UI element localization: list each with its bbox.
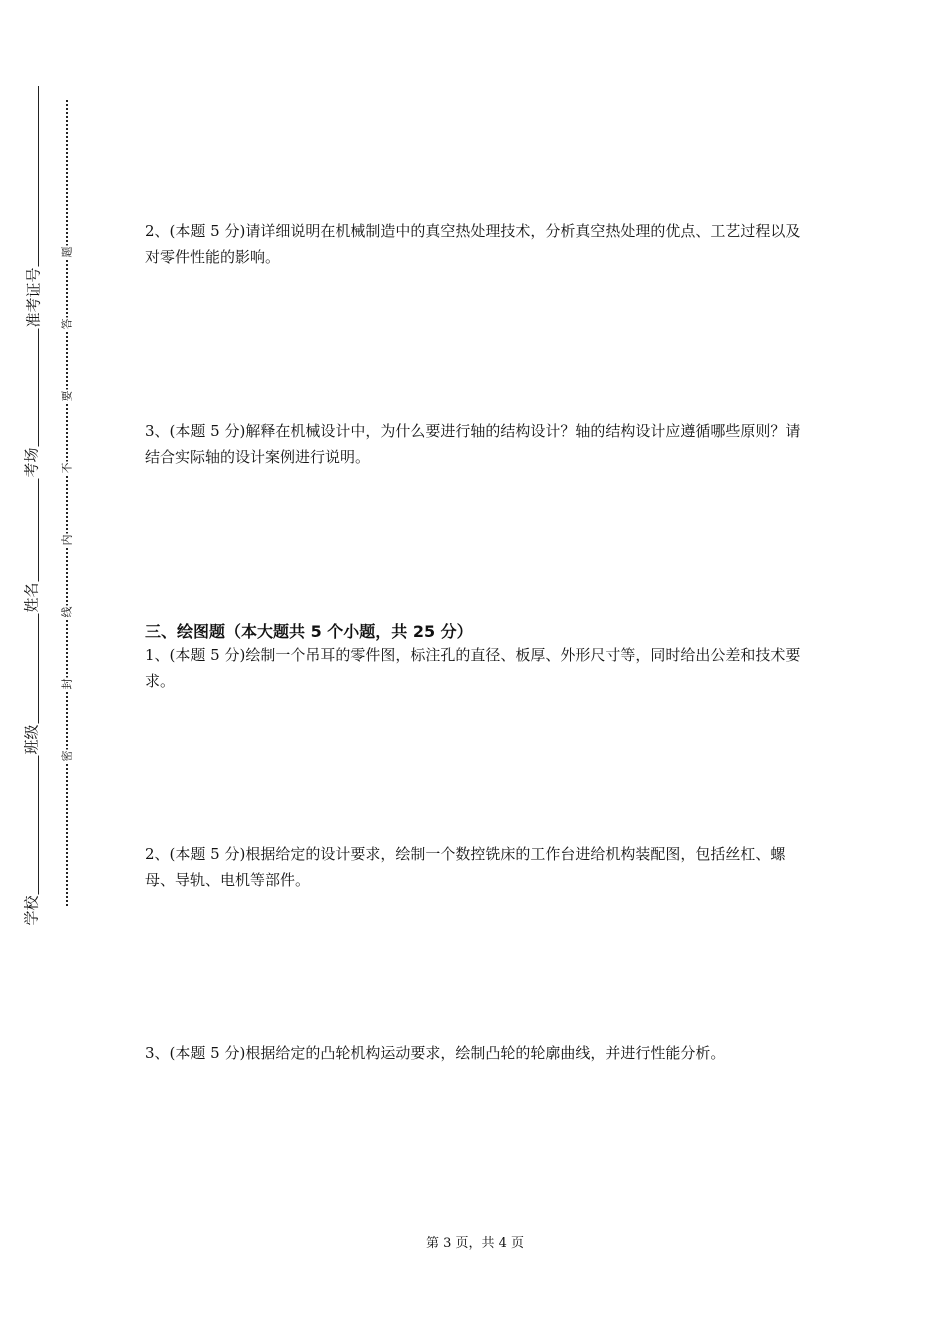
- page-number: 第 3 页，共 4 页: [425, 1236, 525, 1251]
- question-3-3: 3、(本题 5 分)根据给定的凸轮机构运动要求，绘制凸轮的轮廓曲线，并进行性能分析。: [145, 1044, 726, 1062]
- question-2-3: 3、(本题 5 分)解释在机械设计中，为什么要进行轴的结构设计？轴的结构设计应遵循哪些原则？请结合实际轴的设计案例进行说明。: [145, 422, 801, 466]
- admission-number-label: 准考证号: [21, 266, 46, 328]
- exam-room-label: 考场: [19, 446, 44, 478]
- seal-char: 内: [60, 534, 74, 546]
- seal-char: 不: [60, 462, 74, 474]
- section-3-title: 三、绘图题（本大题共 5 个小题，共 25 分）: [145, 622, 473, 641]
- seal-char: 线: [60, 606, 74, 618]
- seal-char: 要: [60, 390, 74, 402]
- question-3-1: 1、(本题 5 分)绘制一个吊耳的零件图，标注孔的直径、板厚、外形尺寸等，同时给出公差和技术要求。: [145, 646, 801, 690]
- seal-char: 答: [60, 318, 74, 330]
- seal-char: 题: [60, 246, 74, 258]
- seal-dotted-line: [66, 100, 68, 906]
- seal-char: 封: [60, 678, 74, 690]
- school-label: 学校: [19, 894, 44, 926]
- class-label: 班级: [19, 723, 44, 755]
- name-label: 姓名: [19, 581, 44, 613]
- question-3-2: 2、(本题 5 分)根据给定的设计要求，绘制一个数控铣床的工作台进给机构装配图，包括丝杠、螺母、导轨、电机等部件。: [145, 845, 786, 889]
- binding-line: [38, 86, 39, 922]
- seal-char: 密: [60, 750, 74, 762]
- question-2-2: 2、(本题 5 分)请详细说明在机械制造中的真空热处理技术，分析真空热处理的优点、工艺过程以及对零件性能的影响。: [145, 222, 801, 266]
